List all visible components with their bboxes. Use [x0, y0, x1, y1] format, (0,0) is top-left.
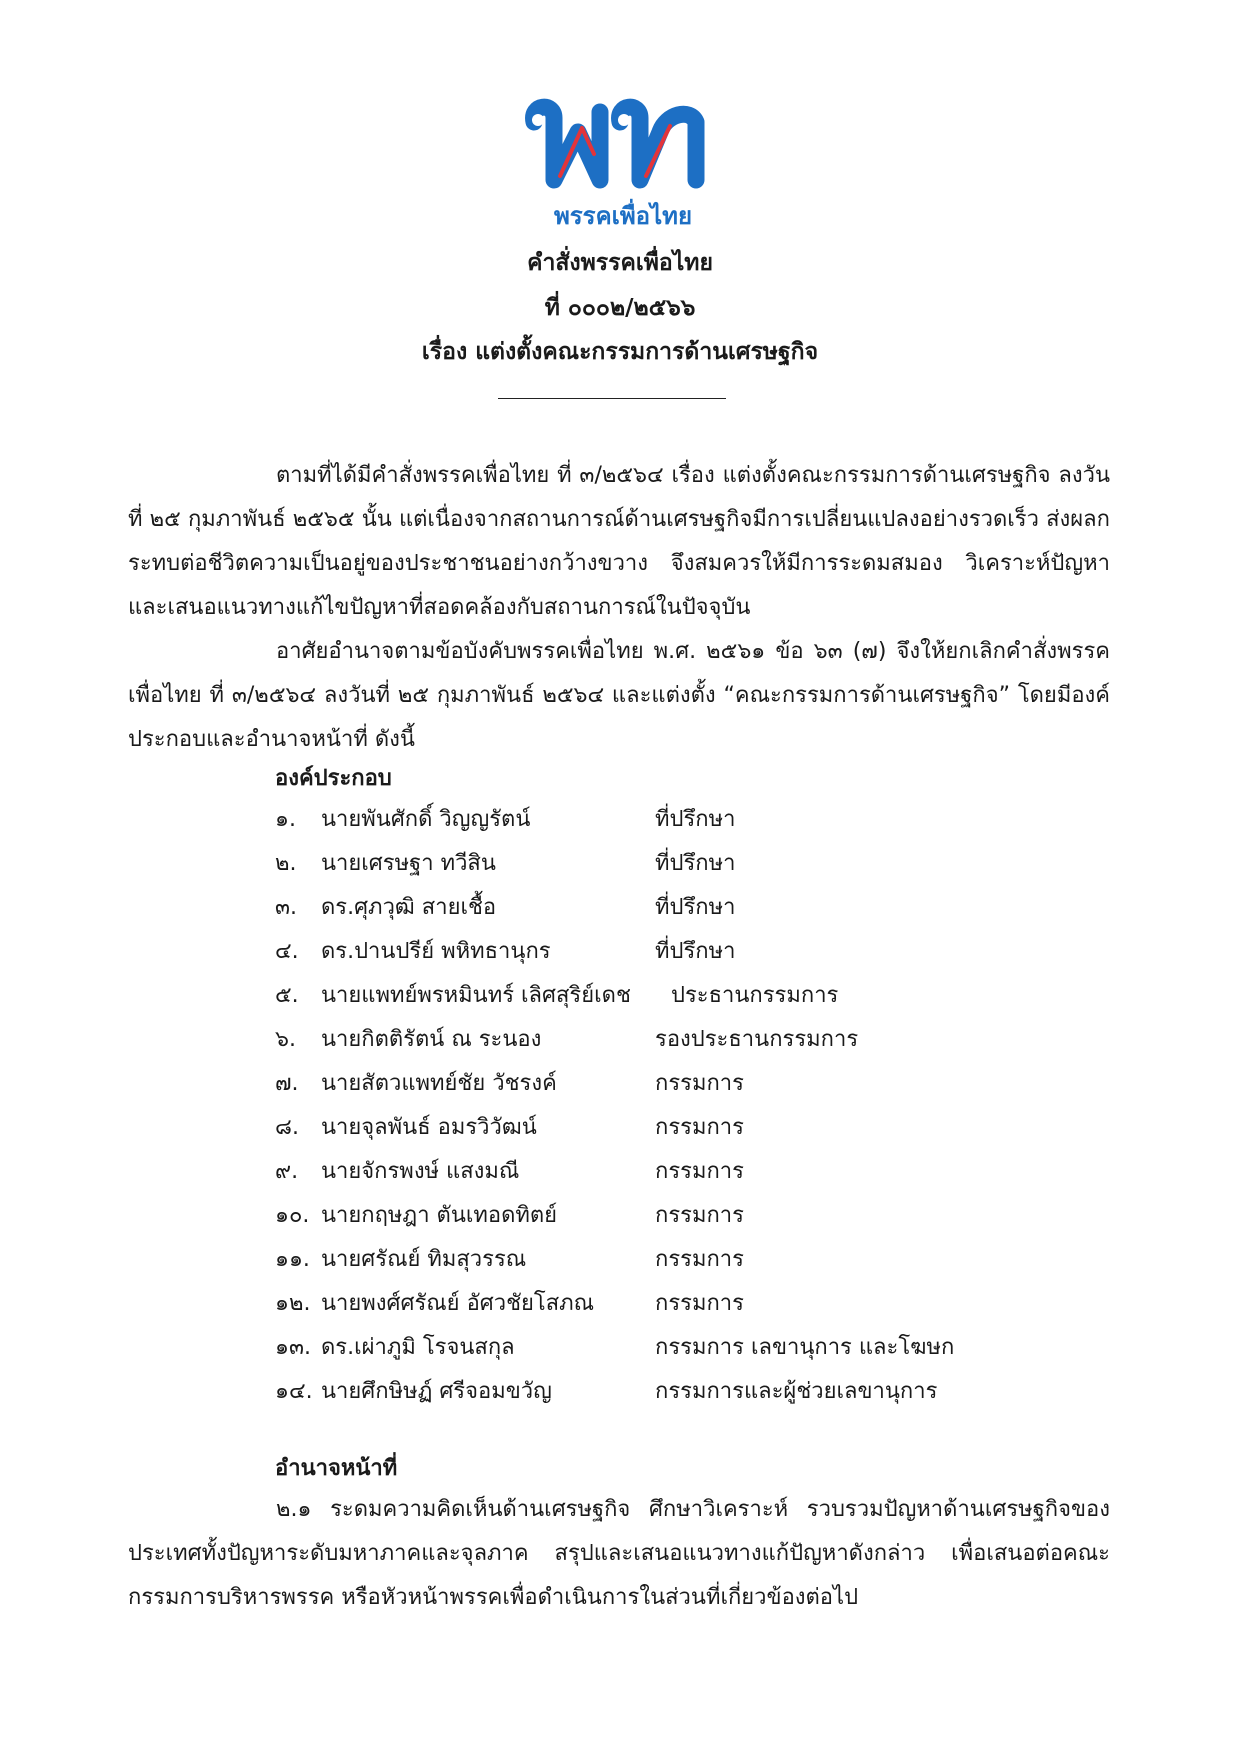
member-role: กรรมการ — [655, 1115, 744, 1140]
body-paragraph-2: อาศัยอำนาจตามข้อบังคับพรรคเพื่อไทย พ.ศ. ๒๕๖๑ ข้อ ๖๓ (๗) จึงให้ยกเลิกคำสั่งพรรคเพื่อไทย ที่ ๓/๒๕๖๔ ลงวันที่ ๒๕ กุมภาพันธ์ ๒๕๖๔ และแต่งตั้ง “คณะกรรมการด้านเศรษฐกิจ” โดยมีองค์ประกอบและอำนาจหน้าที่ ดังนี้ — [128, 639, 1110, 752]
member-name: ดร.เผ่าภูมิ โรจนสกุล — [321, 1335, 515, 1360]
member-number: ๑๐. — [275, 1203, 310, 1228]
member-role: กรรมการ — [655, 1071, 744, 1096]
member-name: นายศึกษิษฏ์ ศรีจอมขวัญ — [321, 1379, 552, 1404]
member-row — [275, 1018, 1035, 1062]
member-row — [275, 798, 1035, 842]
member-name: ดร.ศุภวุฒิ สายเชื้อ — [321, 895, 497, 920]
member-number: ๒. — [275, 851, 297, 876]
member-number: ๑๑. — [275, 1247, 310, 1272]
member-row — [275, 974, 1035, 1018]
member-role: กรรมการ — [655, 1247, 744, 1272]
member-role: กรรมการและผู้ช่วยเลขานุการ — [655, 1379, 938, 1404]
party-logo-mark — [520, 92, 720, 202]
member-row — [275, 1326, 1035, 1370]
member-role: กรรมการ เลขานุการ และโฆษก — [655, 1335, 955, 1360]
member-row — [275, 1282, 1035, 1326]
member-row — [275, 1238, 1035, 1282]
member-role: ที่ปรึกษา — [655, 851, 736, 876]
member-role: รองประธานกรรมการ — [655, 1027, 859, 1052]
member-role: ที่ปรึกษา — [655, 807, 736, 832]
body-paragraph-1: ตามที่ได้มีคำสั่งพรรคเพื่อไทย ที่ ๓/๒๕๖๔ เรื่อง แต่งตั้งคณะกรรมการด้านเศรษฐกิจ ลงวันที่ ๒๕ กุมภาพันธ์ ๒๕๖๕ นั้น แต่เนื่องจากสถานการณ์ด้านเศรษฐกิจมีการเปลี่ยนแปลงอย่างรวดเร็ว ส่งผลกระทบต่อชีวิตความเป็นอยู่ของประชาชนอย่างกว้างขวาง จึงสมควรให้มีการระดมสมอง วิเคราะห์ปัญหา และเสนอแนวทางแก้ไขปัญหาที่สอดคล้องกับสถานการณ์ในปัจจุบัน — [128, 463, 1110, 620]
member-name: ดร.ปานปรีย์ พหิทธานุกร — [321, 939, 551, 964]
member-role: กรรมการ — [655, 1159, 744, 1184]
member-row — [275, 886, 1035, 930]
member-row — [275, 1370, 1035, 1414]
order-title: คำสั่งพรรคเพื่อไทย — [527, 250, 713, 276]
member-list — [275, 798, 1035, 1414]
member-number: ๘. — [275, 1115, 299, 1140]
member-row — [275, 1106, 1035, 1150]
member-name: นายกฤษฎา ตันเทอดทิตย์ — [321, 1203, 558, 1228]
duties-paragraph-1: ๒.๑ ระดมความคิดเห็นด้านเศรษฐกิจ ศึกษาวิเคราะห์ รวบรวมปัญหาด้านเศรษฐกิจของประเทศทั้งปัญหาระดับมหาภาคและจุลภาค สรุปและเสนอแนวทางแก้ปัญหาดังกล่าว เพื่อเสนอต่อคณะกรรมการบริหารพรรค หรือหัวหน้าพรรคเพื่อดำเนินการในส่วนที่เกี่ยวข้องต่อไป — [128, 1497, 1110, 1610]
order-subject: เรื่อง แต่งตั้งคณะกรรมการด้านเศรษฐกิจ — [421, 339, 819, 365]
member-number: ๓. — [275, 895, 298, 920]
member-name: นายพันศักดิ์ วิญญรัตน์ — [321, 807, 531, 832]
member-role: กรรมการ — [655, 1203, 744, 1228]
party-logo-text: พรรคเพื่อไทย — [553, 202, 693, 230]
member-name: นายแพทย์พรหมินทร์ เลิศสุริย์เดช — [321, 983, 631, 1008]
member-number: ๗. — [275, 1071, 299, 1096]
member-number: ๑๔. — [275, 1379, 313, 1404]
member-row — [275, 842, 1035, 886]
member-name: นายศรัณย์ ทิมสุวรรณ — [321, 1247, 527, 1272]
member-role: ประธานกรรมการ — [671, 983, 839, 1008]
composition-heading: องค์ประกอบ — [275, 766, 392, 791]
member-number: ๕. — [275, 983, 299, 1008]
header-divider — [498, 398, 726, 399]
member-name: นายสัตวแพทย์ชัย วัชรงค์ — [321, 1071, 557, 1096]
member-name: นายกิตติรัตน์ ณ ระนอง — [321, 1027, 542, 1052]
member-number: ๑. — [275, 807, 296, 832]
member-row — [275, 1150, 1035, 1194]
order-number: ที่ ๐๐๐๒/๒๕๖๖ — [544, 295, 696, 321]
member-row — [275, 1062, 1035, 1106]
member-role: ที่ปรึกษา — [655, 939, 736, 964]
member-number: ๙. — [275, 1159, 299, 1184]
member-role: ที่ปรึกษา — [655, 895, 736, 920]
member-name: นายเศรษฐา ทวีสิน — [321, 851, 496, 876]
member-row — [275, 1194, 1035, 1238]
member-name: นายจักรพงษ์ แสงมณี — [321, 1159, 520, 1184]
member-number: ๖. — [275, 1027, 296, 1052]
member-name: นายจุลพันธ์ อมรวิวัฒน์ — [321, 1115, 537, 1140]
duties-heading: อำนาจหน้าที่ — [275, 1456, 398, 1481]
member-number: ๔. — [275, 939, 299, 964]
member-number: ๑๒. — [275, 1291, 311, 1316]
member-number: ๑๓. — [275, 1335, 311, 1360]
member-row — [275, 930, 1035, 974]
member-role: กรรมการ — [655, 1291, 744, 1316]
member-name: นายพงศ์ศรัณย์ อัศวชัยโสภณ — [321, 1291, 595, 1316]
